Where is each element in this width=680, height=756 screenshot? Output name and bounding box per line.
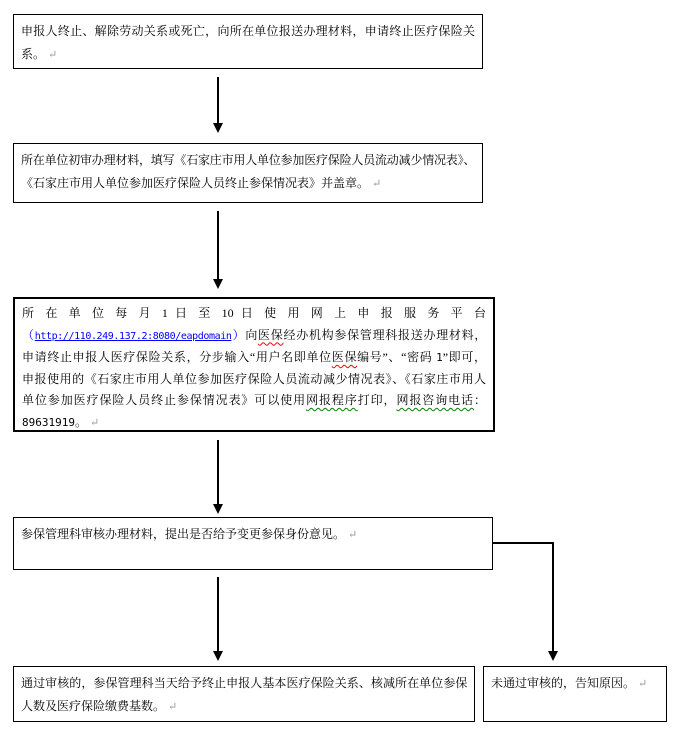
box-applicant-termination-request <box>13 14 483 69</box>
text-segment: 医保 <box>258 327 284 342</box>
text-line <box>22 325 486 348</box>
text-segment: 申报使用的《石家庄市用人单位参加医疗保险人员流动减少情况表》、《石家庄市用人 <box>22 371 486 386</box>
text-segment: 。 <box>74 414 87 429</box>
text-line <box>21 20 475 43</box>
text-segment: 人数及医疗保险缴费基数。 <box>21 699 166 713</box>
text-line <box>21 672 467 695</box>
paragraph-mark-icon: ↵ <box>372 178 382 190</box>
text-segment: ： <box>473 393 486 407</box>
arrow-down-3-line <box>217 440 219 504</box>
text-segment: 打印， <box>357 393 397 407</box>
text-line <box>21 172 475 196</box>
text-segment: 单位参加医疗保险人员终止参保情况表》可以使用 <box>22 393 307 407</box>
box-approved-result <box>13 666 475 722</box>
text-line <box>22 303 486 325</box>
arrow-down-1-icon <box>213 123 223 133</box>
text-segment: 参保管理科审核办理材料，提出是否给予变更参保身份意见。 <box>21 527 346 541</box>
box-unit-initial-review <box>13 143 483 203</box>
arrow-down-4-line <box>217 577 219 651</box>
text-line <box>22 390 486 412</box>
branch-horizontal-line <box>493 542 554 544</box>
text-segment: 向 <box>245 327 259 342</box>
arrow-down-2-icon <box>213 279 223 289</box>
text-segment: 申报人终止、解除劳动关系或死亡，向所在单位报送办理材料，申请终止医疗保险关 <box>21 24 475 38</box>
arrow-down-4-icon <box>213 651 223 661</box>
paragraph-mark-icon: ↵ <box>348 529 358 541</box>
text-segment: 网报程序 <box>306 393 358 407</box>
paragraph-mark-icon: ↵ <box>90 416 100 429</box>
arrow-down-3-icon <box>213 504 223 514</box>
text-line <box>21 695 467 719</box>
arrow-down-1-line <box>217 77 219 123</box>
platform-url-link[interactable]: http://110.249.137.2:8080/eapdomain <box>34 330 232 342</box>
text-segment: （ <box>22 327 35 342</box>
text-segment: 系。 <box>21 47 46 61</box>
text-segment: 通过审核的，参保管理科当天给予终止申报人基本医疗保险关系、核减所在单位参保 <box>21 676 467 690</box>
text-segment: 所在单位初审办理材料，填写《石家庄市用人单位参加医疗保险人员流动减少情况表》、 <box>21 153 475 167</box>
text-segment: ”即可， <box>442 350 486 364</box>
text-segment: 网报咨询电话 <box>396 393 474 407</box>
arrow-down-2-line <box>217 211 219 279</box>
paragraph-mark-icon: ↵ <box>638 678 648 690</box>
paragraph-mark-icon: ↵ <box>168 701 178 713</box>
paragraph-mark-icon: ↵ <box>48 49 58 61</box>
text-segment: 89631919 <box>22 415 75 429</box>
text-line <box>21 149 475 172</box>
text-segment: ） <box>231 327 246 342</box>
box-rejected-result <box>483 666 667 722</box>
box-online-declaration-platform <box>13 297 495 432</box>
text-line <box>22 369 486 391</box>
text-segment: 所 在 单 位 每 月 1 日 至 10 日 使 用 网 上 申 报 服 务 平 台 <box>22 306 486 320</box>
text-segment: 申请终止申报人医疗保险关系，分步输入“用户名即单位 <box>22 350 332 364</box>
text-line <box>21 523 485 547</box>
text-segment: 1 <box>436 351 443 364</box>
box-management-section-review <box>13 517 493 570</box>
branch-vertical-line <box>552 542 554 651</box>
text-line <box>22 347 486 369</box>
text-line <box>491 672 659 696</box>
text-segment: 经办机构参保管理科报送办理材料， <box>283 327 486 342</box>
text-segment: 医保 <box>331 350 358 364</box>
branch-arrow-down-icon <box>548 651 558 661</box>
text-line <box>22 412 486 433</box>
text-segment: 编号”、“密码 <box>357 350 437 364</box>
text-line <box>21 43 475 67</box>
text-segment: 《石家庄市用人单位参加医疗保险人员终止参保情况表》并盖章。 <box>21 176 370 190</box>
text-segment: 未通过审核的，告知原因。 <box>491 676 636 690</box>
